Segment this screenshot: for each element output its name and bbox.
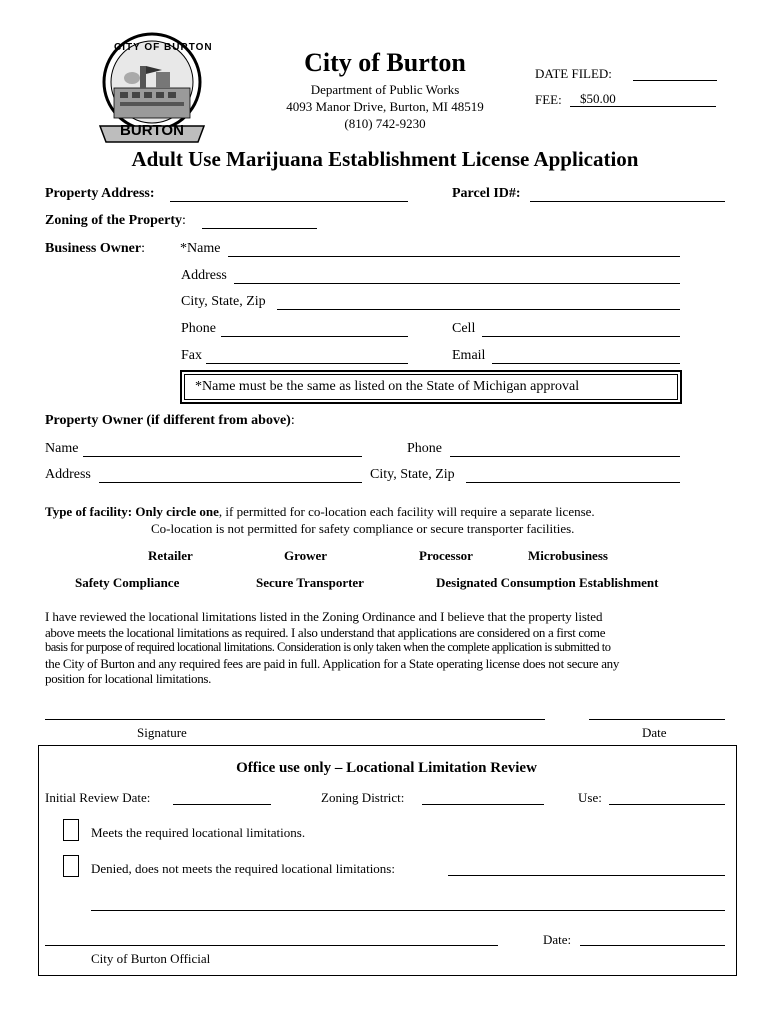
bo-cell-field[interactable] [482, 336, 680, 337]
use-field[interactable] [609, 804, 725, 805]
official-date-label: Date: [543, 932, 572, 947]
po-phone-label: Phone [407, 441, 442, 456]
property-owner-colon: : [290, 413, 295, 428]
signature-label: Signature [137, 725, 187, 740]
denied-reason-field[interactable] [448, 875, 725, 876]
official-signature-field[interactable] [45, 945, 498, 946]
bo-name-label: *Name [180, 241, 221, 256]
business-owner-label: Business Owner [45, 241, 142, 256]
parcel-id-label: Parcel ID#: [452, 186, 521, 201]
initial-review-field[interactable] [173, 804, 271, 805]
option-designated-consumption[interactable]: Designated Consumption Establishment [436, 575, 659, 590]
statement-line: I have reviewed the locational limitations listed in the Zoning Ordinance and I believe that the property listed [45, 609, 603, 624]
option-retailer[interactable]: Retailer [148, 548, 193, 563]
zoning-district-label: Zoning District: [321, 790, 405, 805]
bo-fax-label: Fax [181, 348, 202, 363]
denied-reason-field-2[interactable] [91, 910, 725, 911]
bo-fax-field[interactable] [206, 363, 408, 364]
name-note-text: *Name must be the same as listed on the State of Michigan approval [195, 379, 580, 394]
seal-top-text: CITY OF BURTON [114, 42, 213, 53]
po-city-field[interactable] [466, 482, 680, 483]
fee-label: FEE: [535, 92, 562, 107]
bo-city-field[interactable] [277, 309, 680, 310]
form-title: Adult Use Marijuana Establishment License Application [131, 147, 639, 171]
initial-review-label: Initial Review Date: [45, 790, 151, 805]
po-name-label: Name [45, 441, 79, 456]
bo-city-label: City, State, Zip [181, 294, 266, 309]
statement-line: above meets the locational limitations as required. I also understand that applications are considered on a first come [45, 624, 606, 640]
property-address-label: Property Address: [45, 186, 155, 201]
bo-address-field[interactable] [234, 283, 680, 284]
department-address: 4093 Manor Drive, Burton, MI 48519 [286, 99, 484, 114]
city-seal [92, 30, 212, 146]
use-label: Use: [578, 790, 602, 805]
bo-name-field[interactable] [228, 256, 680, 257]
property-owner-label: Property Owner (if different from above) [45, 413, 291, 428]
city-title: City of Burton [304, 48, 466, 77]
bo-email-label: Email [452, 348, 486, 363]
option-processor[interactable]: Processor [419, 548, 473, 563]
option-safety-compliance[interactable]: Safety Compliance [75, 575, 180, 590]
meets-checkbox[interactable] [63, 819, 79, 841]
department-name: Department of Public Works [310, 82, 460, 97]
facility-line-1 [45, 504, 595, 520]
statement-line: the City of Burton and any required fees are paid in full. Application for a State operating license does not secure any [45, 655, 620, 671]
facility-circle-text: Only circle one [135, 504, 219, 519]
signature-date-field[interactable] [589, 719, 725, 720]
office-use-title: Office use only – Locational Limitation Review [236, 760, 537, 776]
bo-cell-label: Cell [452, 321, 476, 336]
option-microbusiness[interactable]: Microbusiness [528, 548, 608, 563]
fee-value: $50.00 [580, 91, 616, 106]
facility-line1-rest: , if permitted for co-location each facility will require a separate license. [218, 504, 595, 519]
facility-type-label: Type of facility: [45, 504, 133, 519]
option-secure-transporter[interactable]: Secure Transporter [256, 575, 364, 590]
meets-label: Meets the required locational limitations. [91, 825, 306, 840]
denied-checkbox[interactable] [63, 855, 79, 877]
parcel-id-field[interactable] [530, 201, 725, 202]
seal-banner-text: BURTON [120, 122, 184, 139]
zoning-colon: : [182, 213, 186, 228]
date-filed-label: DATE FILED: [535, 66, 612, 81]
signature-date-label: Date [642, 725, 667, 740]
bo-email-field[interactable] [492, 363, 680, 364]
option-grower[interactable]: Grower [284, 548, 328, 563]
zoning-district-field[interactable] [422, 804, 544, 805]
statement-paragraph [45, 609, 735, 687]
zoning-label: Zoning of the Property [45, 213, 183, 228]
zoning-field[interactable] [202, 228, 317, 229]
statement-line: position for locational limitations. [45, 671, 212, 686]
fee-field [570, 90, 716, 107]
bo-phone-label: Phone [181, 321, 216, 336]
po-address-field[interactable] [99, 482, 362, 483]
business-owner-label-wrap [45, 241, 145, 257]
bo-address-label: Address [181, 268, 227, 283]
business-owner-colon: : [141, 241, 145, 256]
bo-phone-field[interactable] [221, 336, 408, 337]
name-note-box [180, 370, 682, 404]
property-owner-label-wrap [45, 413, 295, 429]
po-city-label: City, State, Zip [370, 467, 455, 482]
property-address-field[interactable] [170, 201, 408, 202]
official-date-field[interactable] [580, 945, 725, 946]
facility-line-2: Co-location is not permitted for safety compliance or secure transporter facilities. [151, 521, 575, 536]
date-filed-field[interactable] [633, 64, 717, 81]
po-address-label: Address [45, 467, 91, 482]
denied-label: Denied, does not meets the required locational limitations: [91, 861, 395, 876]
official-label: City of Burton Official [91, 951, 211, 966]
zoning-label-wrap [45, 213, 186, 229]
po-name-field[interactable] [83, 456, 362, 457]
statement-line: basis for purpose of required locational limitations. Consideration is only taken when the complete application is submitted to [45, 640, 611, 654]
po-phone-field[interactable] [450, 456, 680, 457]
signature-field[interactable] [45, 719, 545, 720]
department-phone: (810) 742-9230 [344, 116, 426, 131]
